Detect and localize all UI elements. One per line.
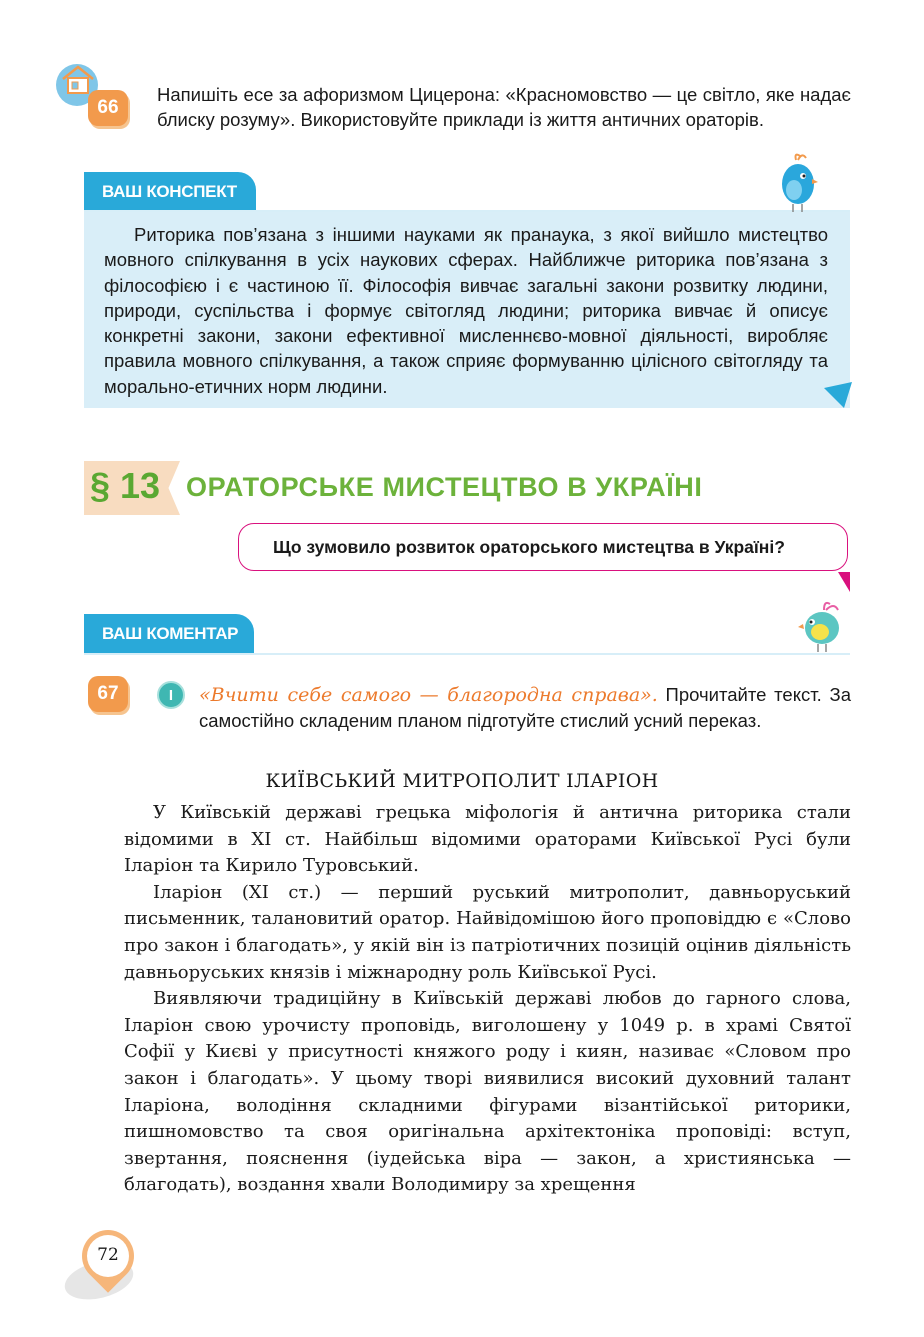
article-paragraph: Іларіон (XI ст.) — перший руський митрополит, давньоруський письменник, талановитий оратор. Найвідомішою його проповіддю є «Слово про закон і благодать», у якій він із патріотичних позицій оцінив діяльність давньоруських князів і міжнародну роль Київської Русі.: [124, 881, 851, 983]
paragraph-title: ОРАТОРСЬКЕ МИСТЕЦТВО В УКРАЇНІ: [186, 472, 703, 502]
konspekt-text: Риторика пов’язана з іншими науками як пранаука, з якої вийшло мистецтво мовного спілкування в усіх наукових сферах. Найближче риторика пов’язана з філософією і є частиною її. Філософія вивчає загальні закони розвитку людини, природи, суспільства і формує світогляд людини; риторика вивчає й описує конкретні закони, закони ефективної мисленнєво-мовної діяльності, виробляє правила мовного спілкування, а також сприяє формуванню цілісного світогляду та морально-етичних норм людини.: [104, 224, 828, 397]
task-number-badge: 67: [88, 676, 128, 712]
task-67-quote: «Вчити себе самого — благородна справа».: [199, 684, 658, 706]
paragraph-number: § 13: [90, 465, 161, 506]
page-number: 72: [97, 1245, 119, 1265]
bird-icon: [776, 152, 818, 214]
article-title: КИЇВСЬКИЙ МИТРОПОЛИТ ІЛАРІОН: [265, 770, 659, 792]
bird-icon: [798, 600, 848, 654]
article-body: [124, 800, 851, 1199]
question-tail: [838, 572, 850, 592]
article-paragraph: Виявляючи традиційну в Київській державі любов до гарного слова, Іларіон свою урочисту проповідь, виголошену у 1049 р. в храмі Святої Софії у Києві у присутності княжого роду і киян, називає «Словом про закон і благодать». У цьому творі виявилися високий духовний талант Іларіона, володіння складними фігурами візантійської риторики, пишномовство та своя оригінальна архітектоніка проповіді: вступ, звертання, пояснення (іудейська віра — закон, а християнська — благодать), воздання хвали Володимиру за хрещення: [124, 988, 851, 1196]
level-badge: I: [157, 681, 185, 709]
article-paragraph: У Київській державі грецька міфологія й антична риторика стали відомими в XI ст. Найбільш відомими ораторами Київської Русі були Іларіон та Кирило Туровський.: [124, 802, 851, 877]
home-icon: [60, 64, 96, 96]
komentar-header: ВАШ КОМЕНТАР: [84, 614, 254, 654]
task-67-instruction: Прочитайте текст. За самостійно складеним планом підготуйте стислий усний переказ.: [199, 684, 851, 731]
konspekt-header: ВАШ КОНСПЕКТ: [84, 172, 256, 212]
task-67-text: [199, 682, 851, 733]
task-number-badge: 66: [88, 90, 128, 126]
question-box: Що зумовило розвиток ораторського мистецтва в Україні?: [238, 523, 848, 571]
corner-fold-icon: [824, 382, 852, 408]
task-66-text: Напишіть есе за афоризмом Цицерона: «Красномовство — це світло, яке надає блиску розуму». Використовуйте приклади із життя античних ораторів.: [157, 84, 851, 130]
divider: [84, 653, 850, 655]
